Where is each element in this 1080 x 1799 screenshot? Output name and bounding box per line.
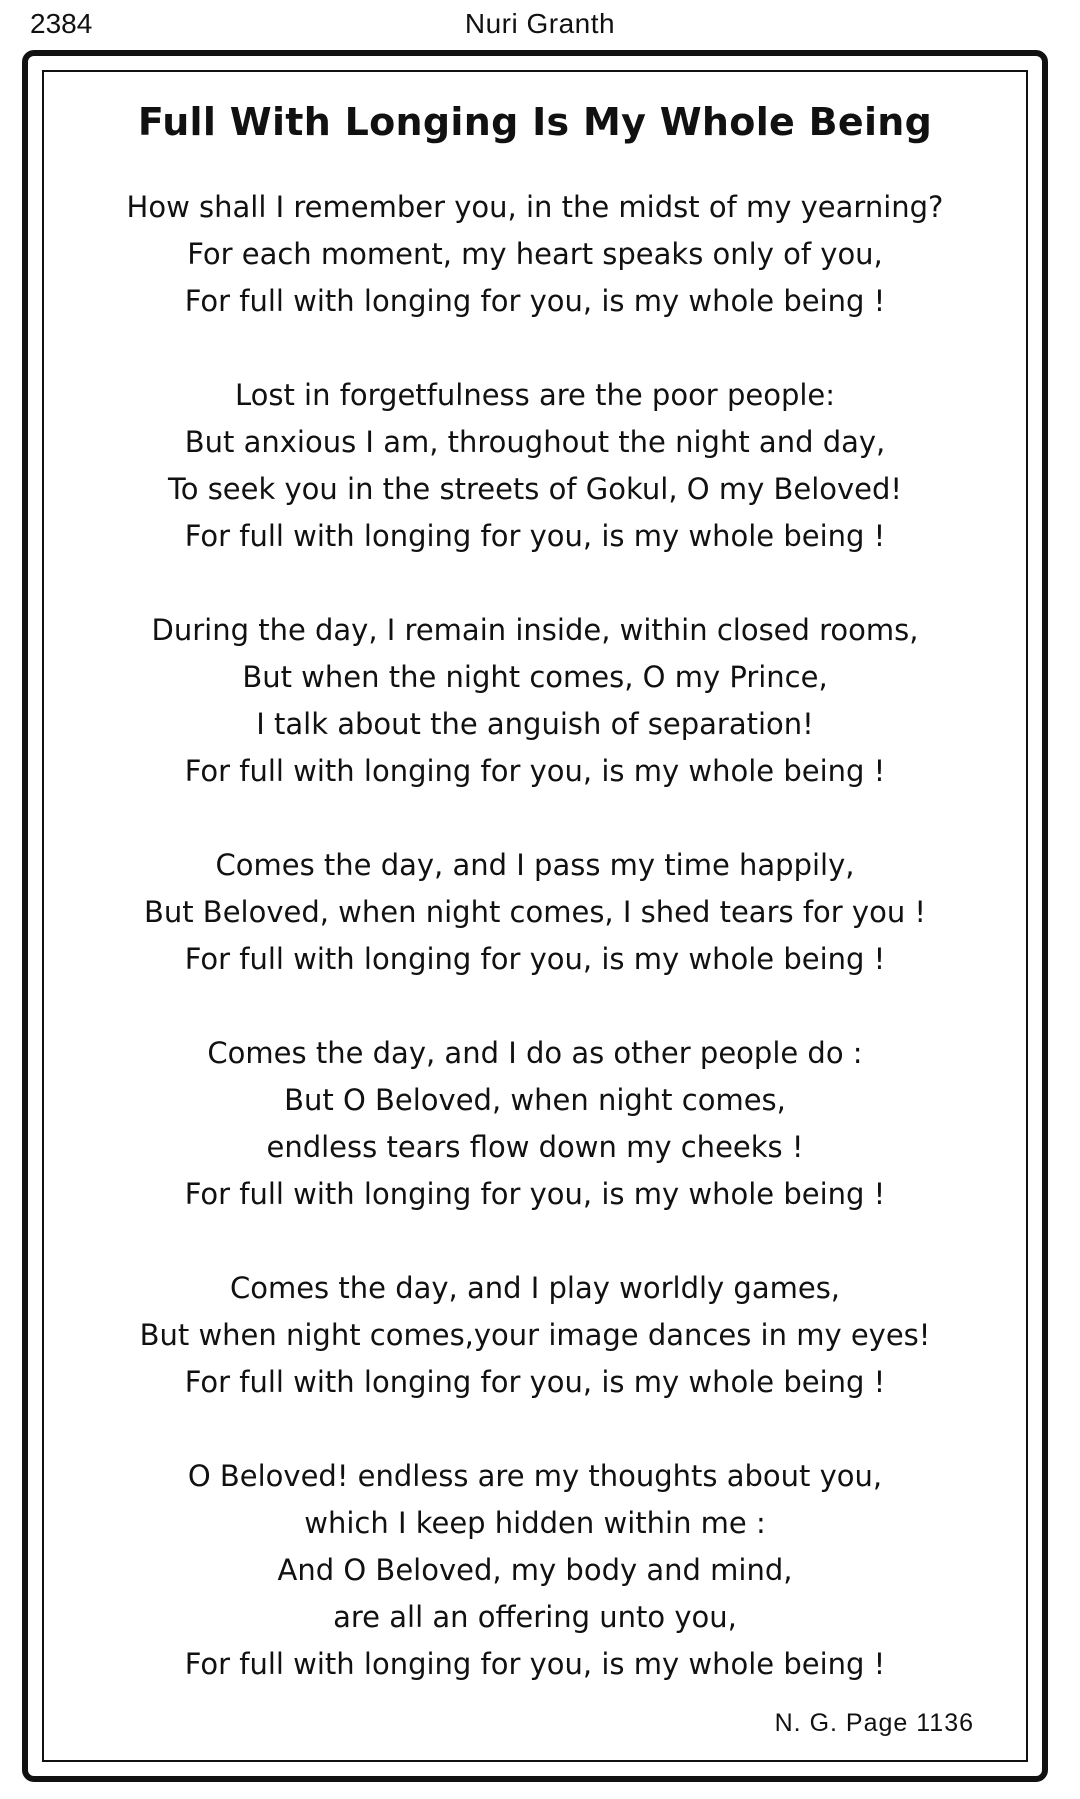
poem-refrain: For full with longing for you, is my whole being ! [184,1647,886,1681]
poem-line: Lost in forgetfulness are the poor people: [234,378,836,412]
poem-line: I talk about the anguish of separation! [256,707,814,741]
poem-line: Comes the day, and I do as other people do : [207,1036,863,1070]
poem-title: Full With Longing Is My Whole Being [137,100,933,144]
poem-refrain: For full with longing for you, is my whole being ! [184,1177,886,1211]
poem-line: But Beloved, when night comes, I shed tears for you ! [143,895,927,929]
poem-line: O Beloved! endless are my thoughts about you, [187,1459,883,1493]
stanza-3 [44,607,1026,795]
stanza-1 [44,184,1026,325]
page-number: 2384 [30,8,93,39]
poem-refrain: For full with longing for you, is my whole being ! [184,1365,886,1399]
poem-body [44,184,1026,1735]
poem-line: And O Beloved, my body and mind, [277,1553,793,1587]
poem-refrain: For full with longing for you, is my whole being ! [184,754,886,788]
stanza-4 [44,842,1026,983]
outer-border-frame [22,50,1048,1782]
poem-line: are all an offering unto you, [333,1600,737,1634]
stanza-2 [44,372,1026,560]
poem-refrain: For full with longing for you, is my whole being ! [184,519,886,553]
poem-line: But anxious I am, throughout the night and day, [184,425,886,459]
poem-line: To seek you in the streets of Gokul, O my Beloved! [167,472,903,506]
poem-line: But when the night comes, O my Prince, [242,660,828,694]
poem-line: which I keep hidden within me : [304,1506,766,1540]
poem-line: But O Beloved, when night comes, [284,1083,786,1117]
poem-refrain: For full with longing for you, is my whole being ! [184,942,886,976]
poem-line: How shall I remember you, in the midst of my yearning? [126,190,944,224]
stanza-7 [44,1453,1026,1688]
poem-line: For each moment, my heart speaks only of you, [187,237,883,271]
stanza-6 [44,1265,1026,1406]
poem-line: Comes the day, and I pass my time happily, [215,848,855,882]
inner-border-frame [42,70,1028,1762]
stanza-5 [44,1030,1026,1218]
running-header-book-title: Nuri Granth [464,8,616,39]
poem-line: During the day, I remain inside, within closed rooms, [151,613,919,647]
poem-line: Comes the day, and I play worldly games, [229,1271,841,1305]
poem-line: endless tears flow down my cheeks ! [266,1130,804,1164]
poem-refrain: For full with longing for you, is my whole being ! [184,284,886,318]
source-page-reference: N. G. Page 1136 [774,1709,974,1737]
poem-line: But when night comes,your image dances in my eyes! [139,1318,931,1352]
